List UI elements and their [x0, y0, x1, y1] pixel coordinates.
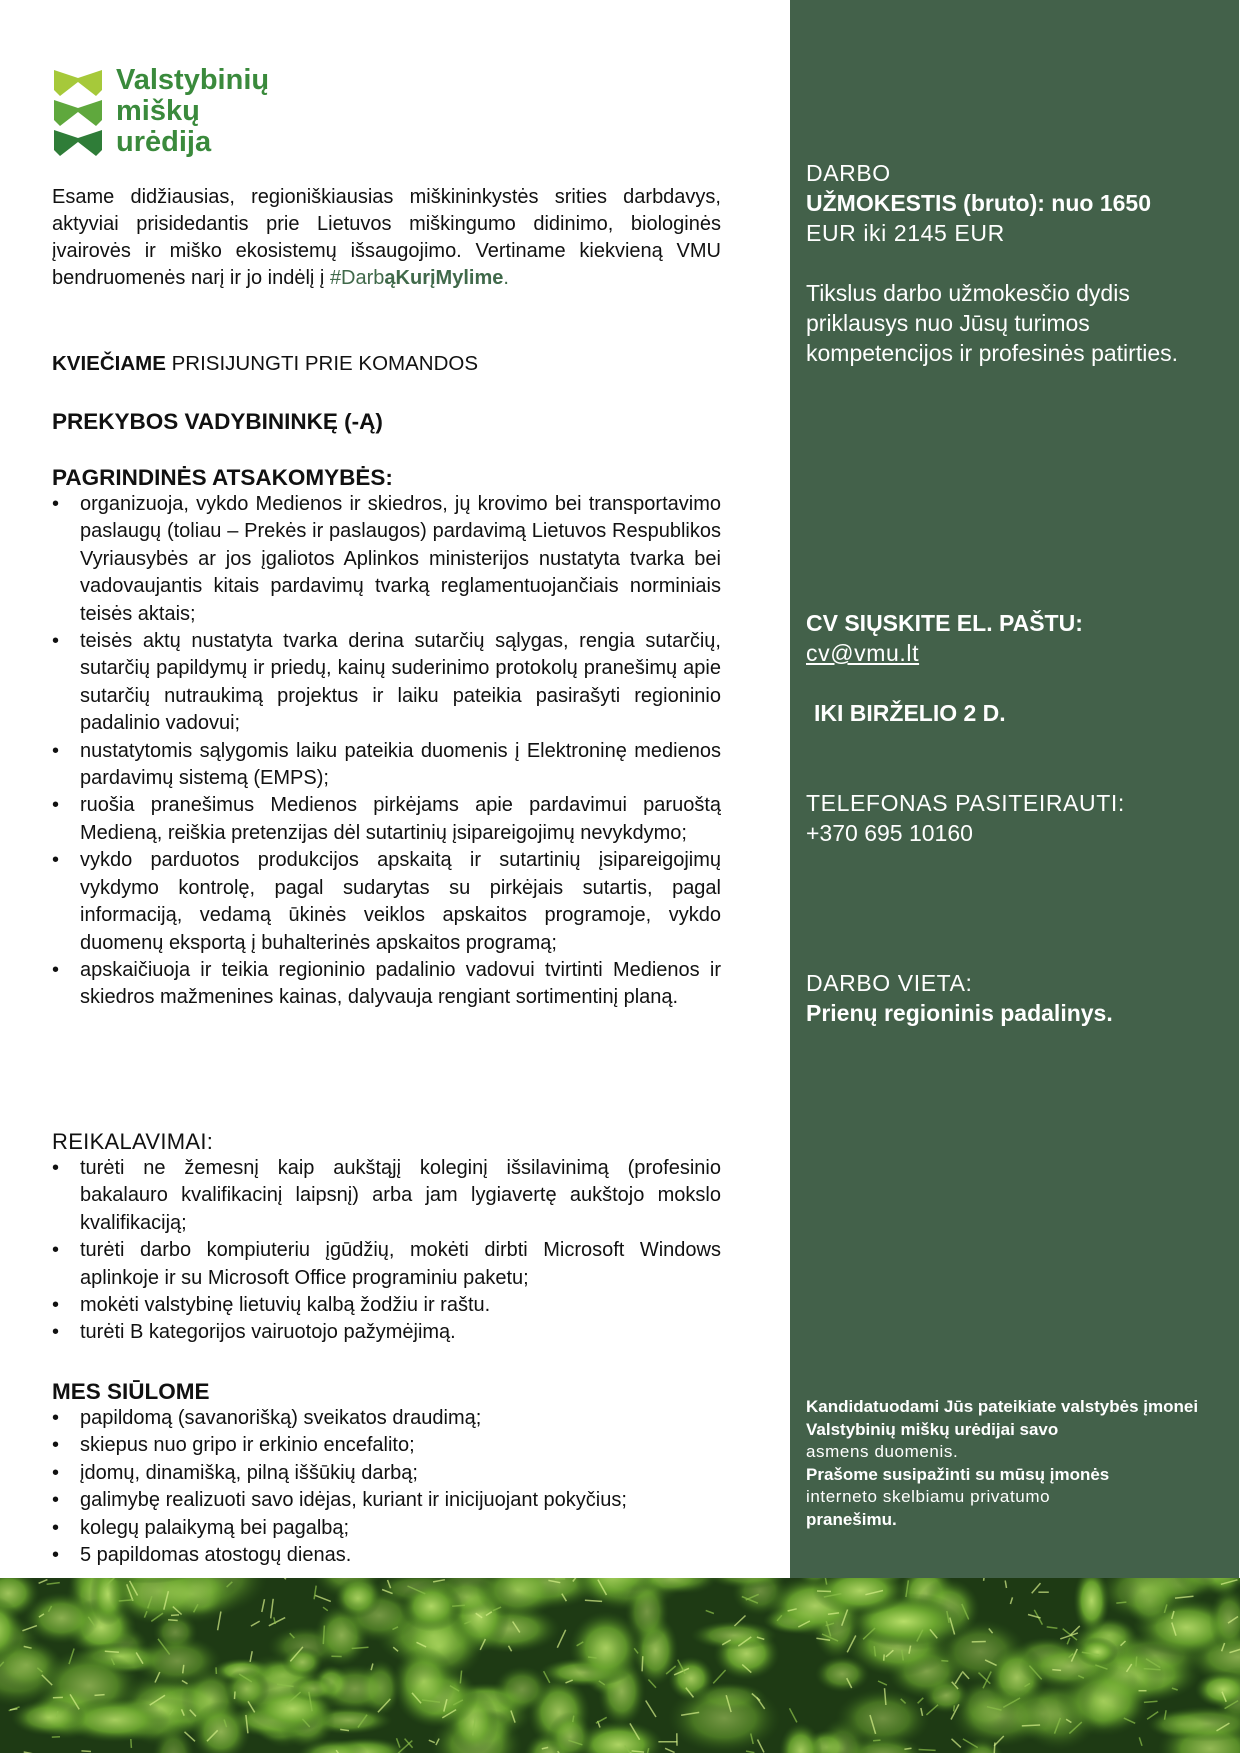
moss-tuft: [11, 1699, 86, 1736]
moss-image: [0, 1578, 1240, 1753]
intro-paragraph: [52, 184, 721, 292]
responsibilities-section: [52, 464, 721, 1012]
list-item: • 5 papildomas atostogų dienas.: [52, 1542, 721, 1569]
requirements-section: [52, 1128, 721, 1347]
moss-tuft: [835, 1689, 930, 1749]
logo-wordmark: [116, 65, 269, 158]
hashtag: [330, 267, 509, 289]
offer-heading: MES SIŪLOME: [52, 1379, 210, 1404]
hashtag-suffix: .: [503, 267, 509, 289]
phone-block: [806, 788, 1226, 848]
moss-leaf: [95, 1695, 105, 1696]
moss-leaf: [919, 1750, 936, 1751]
moss-tuft: [290, 1676, 337, 1701]
requirements-list: [52, 1155, 721, 1347]
moss-tuft: [133, 1635, 221, 1686]
workplace-block: [806, 968, 1226, 1028]
logo-line-3: urėdija: [116, 126, 212, 158]
offer-list: [52, 1405, 721, 1569]
workplace-label: DARBO VIETA:: [806, 970, 973, 996]
moss-leaf: [168, 1620, 178, 1621]
moss-leaf: [904, 1748, 911, 1749]
moss-leaf: [1052, 1670, 1061, 1671]
cv-email-link[interactable]: cv@vmu.lt: [806, 640, 920, 666]
phone-number[interactable]: +370 695 10160: [806, 820, 973, 846]
salary-label: DARBO: [806, 160, 891, 186]
list-item: • nustatytomis sąlygomis laiku pateikia duomenis į Elektroninę medienos pardavimų sistemą (EMPS);: [52, 738, 721, 793]
workplace-value: Prienų regioninis padalinys.: [806, 1000, 1113, 1026]
moss-photo: [0, 1578, 1240, 1753]
moss-tuft: [224, 1669, 270, 1709]
moss-leaf: [884, 1654, 885, 1660]
moss-leaf: [873, 1740, 880, 1741]
invite-rest: PRISIJUNGTI PRIE KOMANDOS: [171, 352, 479, 375]
list-item: • turėti ne žemesnį kaip aukštąjį koleginį išsilavinimą (profesinio bakalauro kvalifikacinį laipsnį) arba jam lygiavertę aukštojo mokslo kvalifikaciją;: [52, 1155, 721, 1237]
salary-note: Tikslus darbo užmokesčio dydis priklausys nuo Jūsų turimos kompetencijos ir profesinės patirties.: [806, 280, 1178, 366]
invite-bold: KVIEČIAME: [52, 352, 166, 375]
privacy-notice: [806, 1396, 1206, 1531]
list-item: • turėti darbo kompiuteriu įgūdžių, mokėti dirbti Microsoft Windows aplinkoje ir su Microsoft Office programiniu paketu;: [52, 1237, 721, 1292]
list-item: • įdomų, dinamišką, pilną iššūkių darbą;: [52, 1460, 721, 1487]
logo-line-2: miškų: [116, 95, 200, 127]
deadline: [814, 698, 1234, 728]
privacy-bold-3[interactable]: pranešimu.: [806, 1509, 897, 1529]
moss-tuft: [1057, 1665, 1151, 1737]
list-item: • turėti B kategorijos vairuotojo pažymėjimą.: [52, 1319, 721, 1346]
hashtag-prefix: #Darb: [329, 267, 385, 289]
moss-tuft: [950, 1687, 1050, 1747]
moss-tuft: [691, 1621, 777, 1650]
moss-tuft: [334, 1579, 381, 1618]
responsibilities-heading: PAGRINDINĖS ATSAKOMYBĖS:: [52, 465, 393, 490]
logo-line-1: Valstybinių: [116, 64, 270, 96]
moss-leaf: [235, 1692, 236, 1700]
moss-tuft: [494, 1666, 550, 1713]
responsibilities-list: [52, 491, 721, 1012]
requirements-heading: REIKALAVIMAI:: [52, 1129, 214, 1154]
deadline-text: IKI BIRŽELIO 2 D.: [814, 700, 1006, 726]
salary-bold: UŽMOKESTIS (bruto): nuo 1650: [806, 190, 1151, 216]
list-item: • apskaičiuoja ir teikia regioninio padalinio vadovui tvirtinti Medienos ir skiedros mažmenines kainas, dalyvauja rengiant sortimentinį planą.: [52, 957, 721, 1012]
phone-label: TELEFONAS PASITEIRAUTI:: [806, 790, 1125, 816]
privacy-light-2: interneto skelbiamu privatumo: [806, 1487, 1051, 1506]
hashtag-bold: ąKurįMylime: [384, 267, 504, 289]
tree-logo-icon: [52, 60, 104, 170]
info-sidebar: [790, 0, 1239, 1578]
moss-leaf: [588, 1657, 597, 1658]
salary-block: [806, 158, 1226, 248]
list-item: • organizuoja, vykdo Medienos ir skiedros, jų krovimo bei transportavimo paslaugų (toliau – Prekės ir paslaugos) pardavimą Lietuvos Respublikos Vyriausybės ar jos įgaliotos Aplinkos ministerijos nustatyta tvarka bei vadovaujantis kitais pardavimų tvarką reglamentuojančiais norminiais teisės aktais;: [52, 491, 721, 628]
moss-leaf: [817, 1591, 831, 1592]
moss-tuft: [625, 1578, 669, 1646]
privacy-bold-1: Kandidatuodami Jūs pateikiate valstybės įmonei Valstybinių miškų urėdijai savo: [806, 1397, 1199, 1439]
moss-leaf: [941, 1661, 948, 1662]
moss-leaf: [1022, 1725, 1040, 1726]
moss-leaf: [81, 1751, 91, 1752]
moss-leaf: [131, 1739, 132, 1748]
list-item: • ruošia pranešimus Medienos pirkėjams apie pardavimui paruoštą Medieną, reiškia pretenzijas dėl sutartinių įsipareigojimų nevykdymo;: [52, 792, 721, 847]
cv-block: [806, 608, 1226, 668]
offer-section: [52, 1378, 721, 1569]
privacy-bold-2: Prašome susipažinti su mūsų įmonės: [806, 1464, 1110, 1484]
list-item: • mokėti valstybinę lietuvių kalbą žodžiu ir raštu.: [52, 1292, 721, 1319]
list-item: • teisės aktų nustatyta tvarka derina sutarčių sąlygas, rengia sutarčių, sutarčių papildymų ir priedų, kainų suderinimo protokolų pranešimų apie sutarčių nutraukimą projektus ir laiku pateikia pasirašyti regioninio padalinio vadovui;: [52, 628, 721, 738]
list-item: • skiepus nuo gripo ir erkinio encefalito;: [52, 1432, 721, 1459]
moss-leaf: [1136, 1657, 1137, 1667]
company-logo: [52, 60, 269, 170]
position-title: PREKYBOS VADYBININKĘ (-Ą): [52, 409, 383, 434]
moss-tuft: [668, 1683, 781, 1753]
list-item: • papildomą (savanorišką) sveikatos draudimą;: [52, 1405, 721, 1432]
moss-leaf: [171, 1615, 179, 1616]
list-item: • vykdo parduotos produkcijos apskaitą ir sutartinių įsipareigojimų vykdymo kontrolę, pagal sudarytas su pirkėjais sutartis, pagal informaciją, vedamą ūkinės veiklos apskaitos programoje, vykdo duomenų eksportą į buhalterinės apskaitos programą;: [52, 847, 721, 957]
cv-heading: CV SIŲSKITE EL. PAŠTU:: [806, 610, 1083, 636]
moss-tuft: [815, 1656, 870, 1693]
invite-line: [52, 350, 478, 377]
moss-leaf: [954, 1705, 955, 1711]
salary-range: EUR iki 2145 EUR: [806, 220, 1005, 246]
list-item: • kolegų palaikymą bei pagalbą;: [52, 1515, 721, 1542]
moss-leaf: [1116, 1602, 1126, 1603]
list-item: • galimybę realizuoti savo idėjas, kuriant ir inicijuojant pokyčius;: [52, 1487, 721, 1514]
intro-text: Esame didžiausias, regioniškiausias miškininkystės srities darbdavys, aktyviai prisidedantis prie Lietuvos miškingumo didinimo, biologinės įvairovės ir miško ekosistemų išsaugojimo. Vertiname kiekvieną VMU bendruomenės narį ir jo indėlį į: [52, 186, 721, 289]
privacy-light-1: asmens duomenis.: [806, 1442, 959, 1461]
moss-leaf: [452, 1605, 465, 1606]
moss-leaf: [642, 1656, 643, 1671]
